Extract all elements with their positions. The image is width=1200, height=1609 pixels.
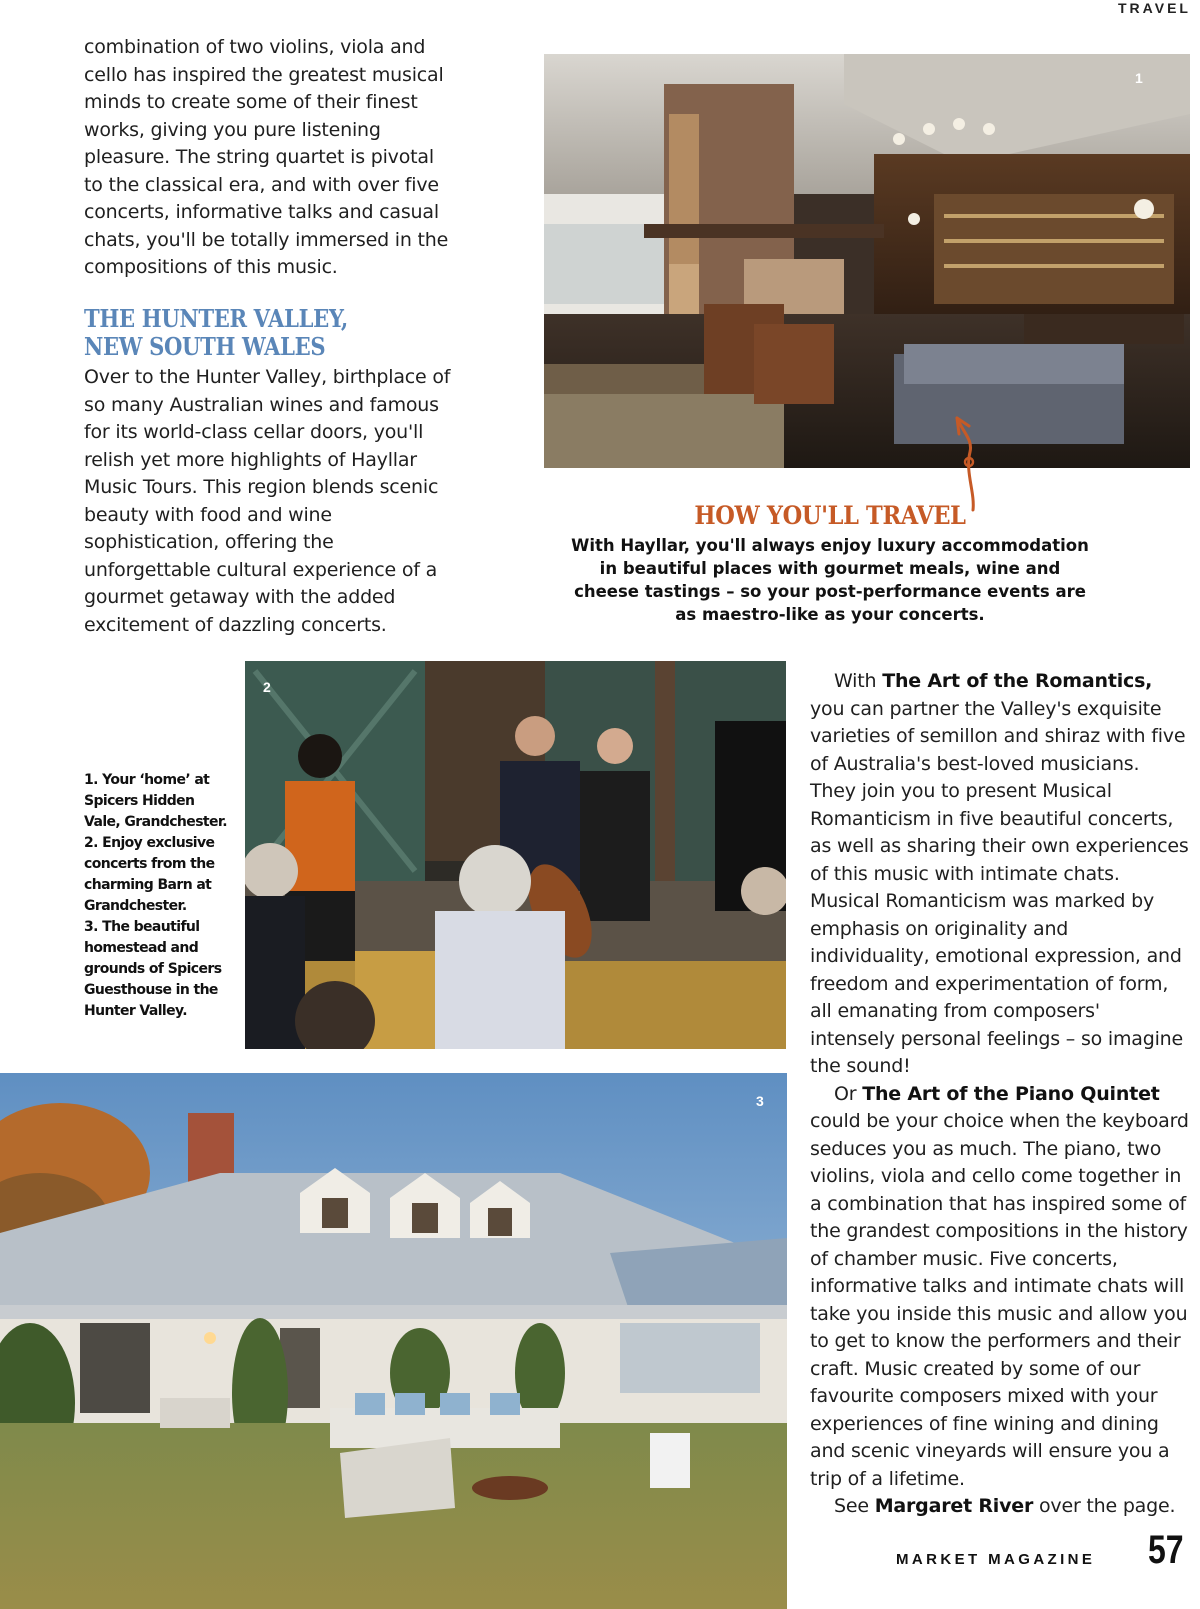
hunter-valley-heading [84,305,410,361]
lodge-interior-image [544,54,1190,468]
footer-magazine-name: MARKET MAGAZINE [896,1551,1096,1568]
see-also-paragraph [810,1493,1190,1521]
photo-concert-barn [245,661,786,1049]
romantics-title: The Art of the Romantics, [882,670,1153,692]
hunter-valley-heading-line1: THE HUNTER VALLEY, [84,304,348,333]
photo2-number: 2 [263,679,271,695]
hunter-valley-paragraph [84,364,454,639]
intro-paragraph [84,34,454,282]
romantics-lead: With [834,670,883,692]
section-tag: TRAVEL [1118,0,1191,16]
page-number: 57 [1148,1528,1184,1572]
piano-quintet-lead: Or [834,1082,863,1105]
caption-2: 2. Enjoy exclusive concerts from the charming Barn at Grandchester. [84,835,215,914]
concert-barn-image [245,661,786,1049]
photo-homestead [0,1073,787,1609]
hunter-valley-heading-line2: NEW SOUTH WALES [84,332,326,361]
how-youll-travel-box [570,500,1090,626]
romantics-text: you can partner the Valley's exquisite varieties of semillon and shiraz with five of Australia's best-loved musicians. They join you to present Musical Romanticism in five beautiful concerts, as well as sharing their own experiences of this music with intimate chats. Musical Romanticism was marked by emphasis on originality and individuality, emotional expression, and freedom and experimentation of form, all emanating from composers' intensely personal feelings – so imagine the sound! [810,697,1189,1077]
right-column-text [810,668,1190,1521]
homestead-image [0,1073,787,1609]
how-youll-travel-body: With Hayllar, you'll always enjoy luxury accommodation in beautiful places with gourmet meals, wine and cheese tastings – so your post-performance events are as maestro-like as your concerts. [571,536,1089,624]
hunter-valley-text: Over to the Hunter Valley, birthplace of so many Australian wines and famous for its world-class cellar doors, you'll relish yet more highlights of Hayllar Music Tours. This region blends scenic beauty with food and wine sophistication, offering the unforgettable cultural experience of a gourmet getaway with the added excitement of dazzling concerts. [84,366,451,636]
piano-quintet-paragraph [810,1081,1190,1494]
piano-quintet-title: The Art of the Piano Quintet [862,1082,1160,1105]
romantics-paragraph [810,668,1190,1081]
piano-quintet-text: could be your choice when the keyboard seduces you as much. The piano, two violins, viola and cello come together in a combination that has inspired some of the grandest compositions in the history of chamber music. Five concerts, informative talks and intimate chats will take you inside this music and allow you to get to know the performers and their craft. Music created by some of our favourite composers mixed with your experiences of fine wining and dining and scenic vineyards will ensure you a trip of a lifetime. [810,1110,1189,1490]
photo-captions [84,770,234,1022]
intro-text: combination of two violins, viola and cello has inspired the greatest musical minds to create some of their finest works, giving you pure listening pleasure. The string quartet is pivotal to the classical era, and with over five concerts, informative talks and casual chats, you'll be totally immersed in the compositions of this music. [84,36,449,278]
see-also-title: Margaret River [874,1495,1034,1517]
caption-1: 1. Your ‘home’ at Spicers Hidden Vale, Grandchester. [84,772,227,830]
photo-lodge-interior [544,54,1190,468]
how-youll-travel-heading: HOW YOU'LL TRAVEL [694,501,966,530]
caption-3: 3. The beautiful homestead and grounds of Spicers Guesthouse in the Hunter Valley. [84,919,222,1019]
photo3-number: 3 [756,1093,764,1109]
see-also-lead: See [834,1495,875,1517]
photo1-number: 1 [1135,70,1143,86]
see-also-text: over the page. [1033,1495,1176,1517]
